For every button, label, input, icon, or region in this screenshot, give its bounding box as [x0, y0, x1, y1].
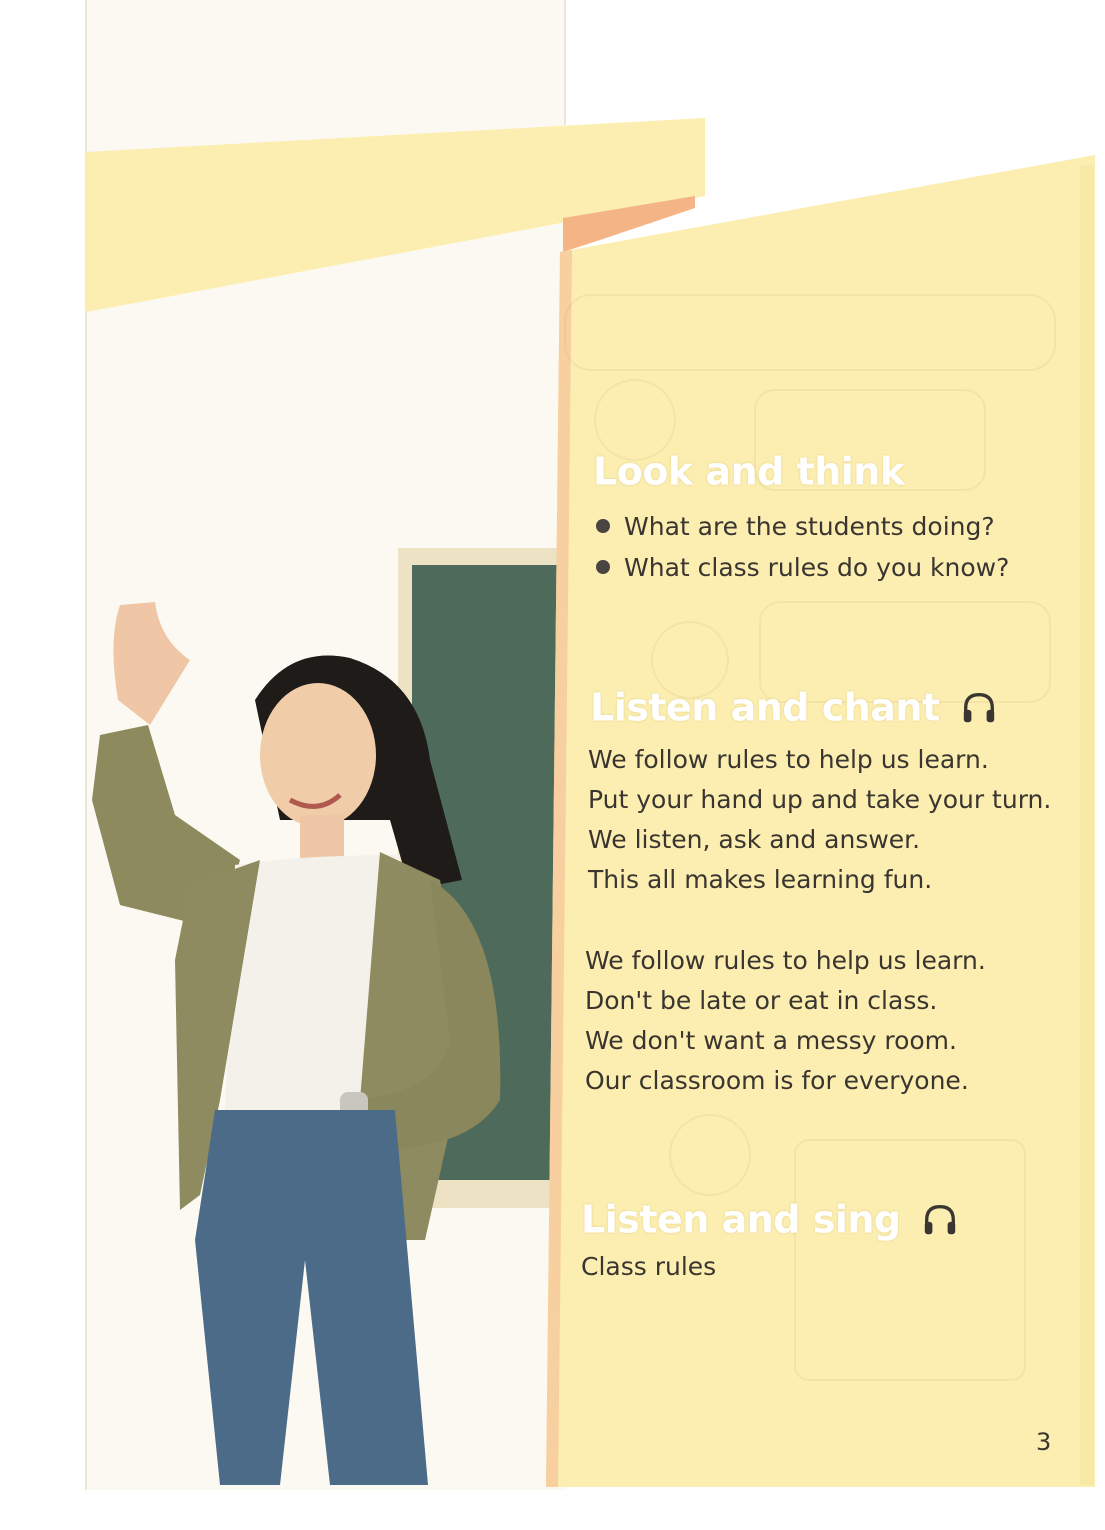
chant-line: We follow rules to help us learn. — [585, 946, 986, 975]
chant-line: We don't want a messy room. — [585, 1026, 957, 1055]
question-item — [596, 506, 1009, 547]
question-text: What are the students doing? — [624, 512, 995, 541]
look-and-think-heading — [593, 447, 905, 494]
look-and-think-label: Look and think — [593, 449, 905, 494]
chant-stanza-1 — [588, 740, 1051, 900]
look-and-think-questions — [596, 506, 1009, 588]
song-title: Class rules — [581, 1252, 717, 1281]
bullet-dot-icon — [596, 519, 610, 533]
headphones-icon[interactable] — [960, 689, 998, 727]
listen-and-sing-label: Listen and sing — [581, 1197, 901, 1242]
headphones-icon[interactable] — [921, 1201, 959, 1239]
chant-line: We follow rules to help us learn. — [588, 745, 989, 774]
page-number: 3 — [1036, 1428, 1052, 1456]
listen-and-chant-label: Listen and chant — [590, 685, 940, 730]
chant-line: Don't be late or eat in class. — [585, 986, 938, 1015]
listen-and-sing-heading — [581, 1195, 959, 1242]
question-text: What class rules do you know? — [624, 553, 1010, 582]
chant-line: Our classroom is for everyone. — [585, 1066, 969, 1095]
listen-and-chant-heading — [590, 683, 998, 730]
chant-line: We listen, ask and answer. — [588, 825, 921, 854]
chant-line: This all makes learning fun. — [588, 865, 933, 894]
chant-line: Put your hand up and take your turn. — [588, 785, 1052, 814]
chant-stanza-2 — [585, 941, 986, 1101]
bullet-dot-icon — [596, 560, 610, 574]
question-item — [596, 547, 1009, 588]
